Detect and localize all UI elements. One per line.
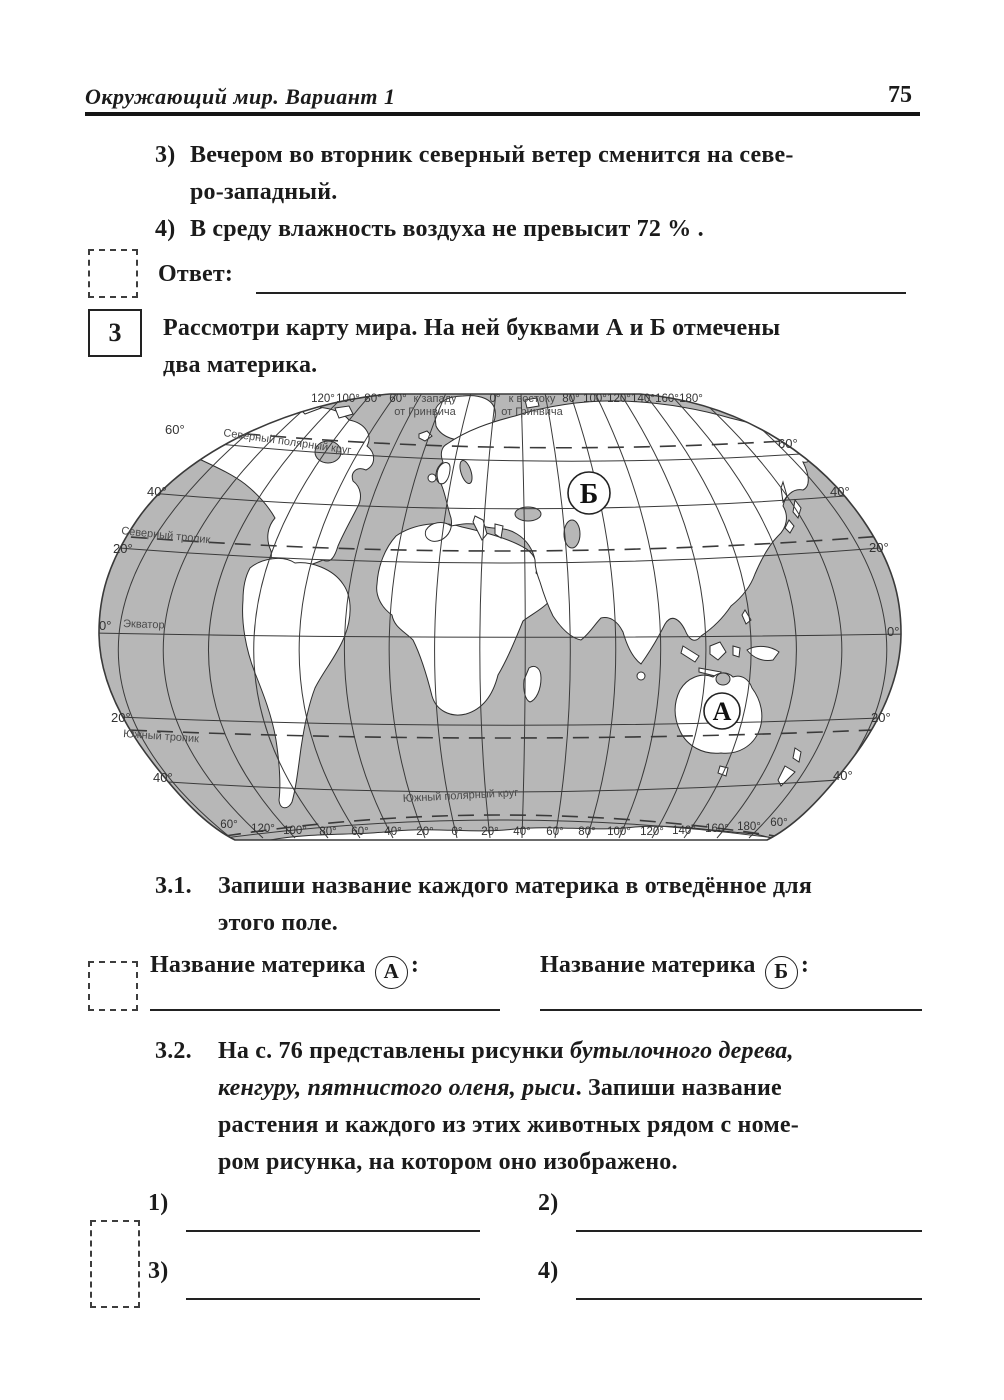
item3-line1: Вечером во вторник северный ветер сменится на севе- bbox=[190, 142, 794, 168]
answer-label: Ответ: bbox=[158, 261, 234, 287]
lon-label: 120° bbox=[607, 393, 631, 405]
blank1-line[interactable] bbox=[186, 1190, 480, 1232]
page-number: 75 bbox=[888, 82, 912, 108]
letter-b: Б bbox=[579, 479, 599, 510]
lat-label: 20° bbox=[871, 710, 891, 725]
letter-a: А bbox=[712, 697, 732, 726]
answer-blank[interactable] bbox=[256, 262, 906, 294]
task3-number-box bbox=[88, 309, 142, 357]
score-box-2 bbox=[88, 961, 138, 1011]
sub2-line1 bbox=[218, 1038, 794, 1065]
lon-label: 80° bbox=[578, 826, 596, 838]
sub1-line1: Запиши название каждого материка в отведённое для bbox=[218, 873, 813, 899]
sub1-line2: этого поле. bbox=[218, 910, 338, 936]
sub2-number: 3.2. bbox=[155, 1038, 192, 1064]
sub2-line2-italic: кенгуру, пятнистого оленя, рыси bbox=[218, 1075, 576, 1101]
continent-b-label-text: Название материка bbox=[540, 952, 756, 978]
score-box-1 bbox=[88, 249, 138, 298]
tropic-of-capricorn-label: Южный тропик bbox=[122, 728, 200, 746]
lat-label: 20° bbox=[111, 710, 131, 725]
lon-label: 180° bbox=[679, 393, 703, 405]
lat-label: 0° bbox=[887, 624, 900, 639]
lon-label: 120° bbox=[251, 823, 275, 835]
lon-label: 0° bbox=[451, 826, 463, 838]
header-title: Окружающий мир. Вариант 1 bbox=[85, 84, 396, 109]
task3-intro-line1: Рассмотри карту мира. На ней буквами А и Б отмечены bbox=[163, 315, 781, 341]
tropic-of-cancer-label: Северный тропик bbox=[120, 525, 211, 547]
equator-label: Экватор bbox=[122, 618, 165, 632]
blank2-line[interactable] bbox=[576, 1190, 922, 1232]
circled-letter-a: А bbox=[375, 956, 408, 989]
sub2-line4: ром рисунка, на котором оно изображено. bbox=[218, 1149, 678, 1175]
lon-label: 80° bbox=[364, 393, 382, 405]
sub2-line1-italic: бутылочного дерева, bbox=[570, 1038, 794, 1064]
lon-label: 20° bbox=[416, 826, 434, 838]
lat-label: 60° bbox=[165, 422, 185, 437]
colon: : bbox=[410, 952, 420, 978]
lon-label: 80° bbox=[319, 826, 337, 838]
lat-label: 40° bbox=[153, 770, 173, 785]
sub1-number: 3.1. bbox=[155, 873, 192, 899]
colon: : bbox=[800, 952, 810, 978]
lat-label: 40° bbox=[833, 768, 853, 783]
sub2-line3: растения и каждого из этих животных рядом с номе- bbox=[218, 1112, 799, 1138]
lon-label: 40° bbox=[513, 826, 531, 838]
header-rule bbox=[85, 112, 920, 116]
ireland bbox=[428, 474, 436, 482]
lon-label: 160° bbox=[655, 393, 679, 405]
lon-label: 60° bbox=[770, 817, 788, 829]
item4-text: В среду влажность воздуха не превысит 72 % . bbox=[190, 216, 704, 242]
lat-label: 40° bbox=[830, 484, 850, 499]
item4-number: 4) bbox=[155, 216, 176, 242]
lon-label: 100° bbox=[583, 393, 607, 405]
score-box-3 bbox=[90, 1220, 140, 1308]
blank2-number: 2) bbox=[538, 1190, 559, 1216]
lat-label: 20° bbox=[113, 541, 133, 556]
lat-label: 20° bbox=[869, 540, 889, 555]
gulf-of-carpentaria bbox=[716, 673, 730, 685]
blank3-line[interactable] bbox=[186, 1258, 480, 1300]
task3-number: 3 bbox=[108, 318, 122, 347]
lon-label: 60° bbox=[389, 393, 407, 405]
lon-label-zero: 0° bbox=[489, 393, 501, 405]
blank4-number: 4) bbox=[538, 1258, 559, 1284]
lon-label: 100° bbox=[283, 825, 307, 837]
lon-label: 180° bbox=[737, 821, 761, 833]
lon-label: 20° bbox=[481, 826, 499, 838]
continent-a-label-text: Название материка bbox=[150, 952, 366, 978]
blank3-number: 3) bbox=[148, 1258, 169, 1284]
sub2-line2-normal: . Запиши название bbox=[575, 1075, 782, 1101]
circled-letter-b: Б bbox=[765, 956, 798, 989]
lat-label: 0° bbox=[99, 618, 112, 633]
lon-label: 100° bbox=[336, 393, 360, 405]
caspian-sea bbox=[564, 520, 580, 548]
lon-label: 60° bbox=[220, 819, 238, 831]
continent-b-answer-blank[interactable] bbox=[540, 980, 922, 1011]
blank1-number: 1) bbox=[148, 1190, 169, 1216]
lon-label: 60° bbox=[351, 826, 369, 838]
sub2-line1-normal: На с. 76 представлены рисунки bbox=[218, 1038, 571, 1064]
greenwich-label-1: от Гринвича bbox=[394, 406, 456, 418]
east-of-greenwich-label: к востоку bbox=[508, 393, 556, 405]
antarctic-circle-label: Южный полярный круг bbox=[402, 786, 519, 805]
continent-marker-a bbox=[704, 693, 740, 729]
world-map bbox=[95, 388, 905, 843]
item3-line2: ро-западный. bbox=[190, 179, 338, 205]
lon-label: 100° bbox=[607, 826, 631, 838]
arctic-circle-label: Северный полярный круг bbox=[222, 427, 353, 457]
continent-marker-b bbox=[568, 472, 610, 514]
lat-label: 60° bbox=[778, 436, 798, 451]
lon-label: 80° bbox=[562, 393, 580, 405]
lon-label: 160° bbox=[705, 823, 729, 835]
sulawesi bbox=[733, 646, 740, 657]
task3-intro-line2: два материка. bbox=[163, 352, 318, 378]
sri-lanka bbox=[637, 672, 645, 680]
continent-a-answer-blank[interactable] bbox=[150, 980, 500, 1011]
lat-label: 40° bbox=[147, 484, 167, 499]
lon-label: 40° bbox=[384, 826, 402, 838]
item3-number: 3) bbox=[155, 142, 176, 168]
blank4-line[interactable] bbox=[576, 1258, 922, 1300]
greenwich-label-2: от Гринвича bbox=[501, 406, 563, 418]
lon-label: 60° bbox=[546, 826, 564, 838]
lon-label: 120° bbox=[640, 826, 664, 838]
lon-label: 140° bbox=[672, 825, 696, 837]
west-of-greenwich-label: к западу bbox=[413, 393, 457, 405]
sub2-line2 bbox=[218, 1075, 782, 1102]
lon-label: 140° bbox=[631, 393, 655, 405]
lon-label: 120° bbox=[311, 393, 335, 405]
